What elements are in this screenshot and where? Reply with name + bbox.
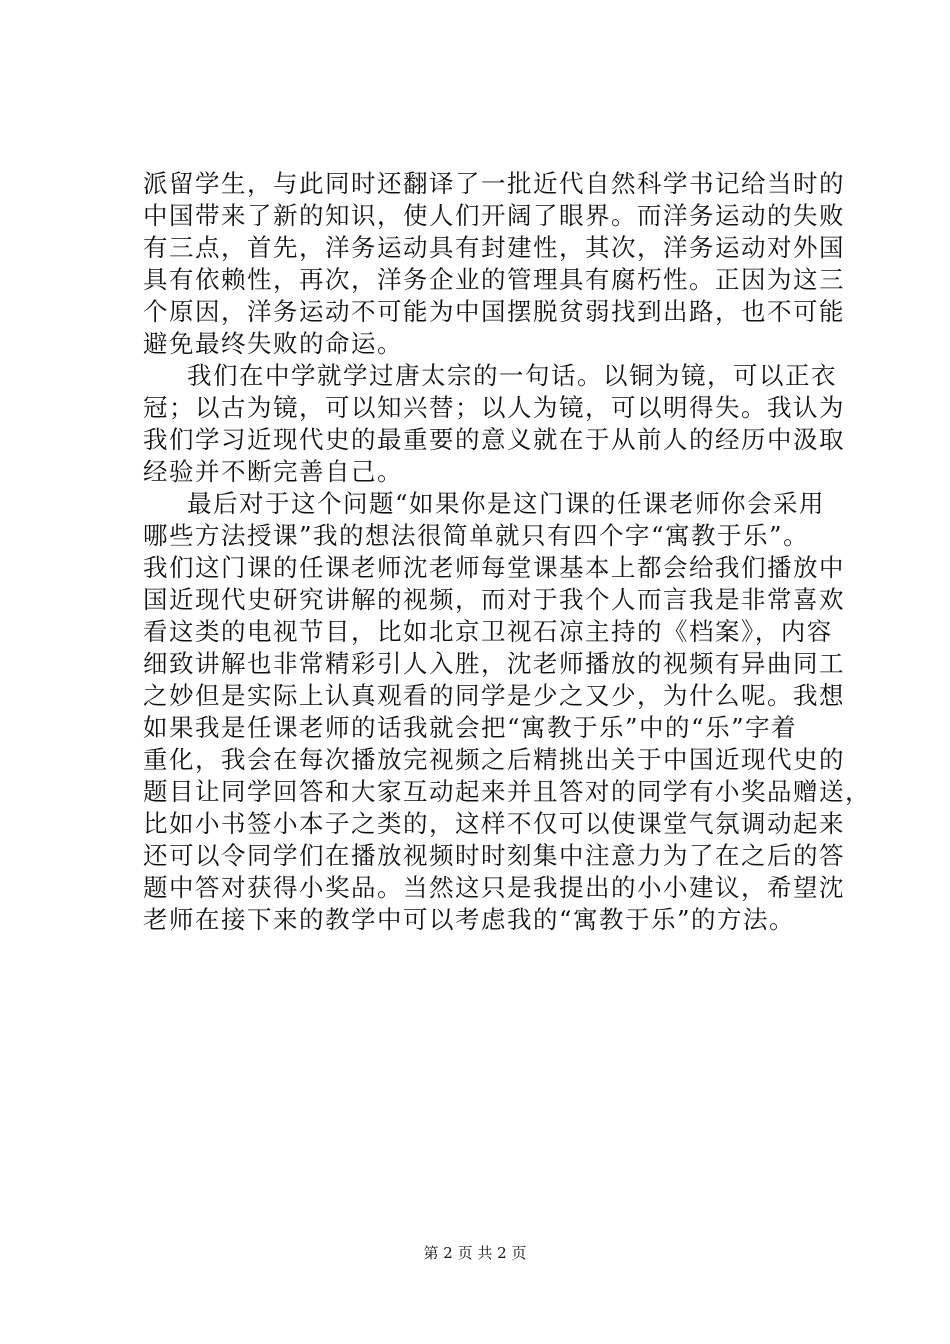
body-text <box>143 168 871 936</box>
text-line: 有三点，首先，洋务运动具有封建性，其次，洋务运动对外国 <box>143 233 845 262</box>
text-line: 具有依赖性，再次，洋务企业的管理具有腐朽性。正因为这三 <box>143 265 845 294</box>
text-line: 之妙但是实际上认真观看的同学是少之又少，为什么呢。我想 <box>143 681 845 710</box>
text-line: 个原因，洋务运动不可能为中国摆脱贫弱找到出路，也不可能 <box>143 297 845 326</box>
text-line: 哪些方法授课”我的想法很简单就只有四个字“寓教于乐”。 <box>143 521 810 550</box>
text-line: 老师在接下来的教学中可以考虑我的“寓教于乐”的方法。 <box>143 905 796 934</box>
text-line: 题目让同学回答和大家互动起来并且答对的同学有小奖品赠送， <box>143 777 871 806</box>
text-line: 细致讲解也非常精彩引人入胜，沈老师播放的视频有异曲同工 <box>143 649 845 678</box>
text-line: 国近现代史研究讲解的视频，而对于我个人而言我是非常喜欢 <box>143 585 845 614</box>
text-line: 比如小书签小本子之类的，这样不仅可以使课堂气氛调动起来 <box>143 809 845 838</box>
text-line: 冠；以古为镜，可以知兴替；以人为镜，可以明得失。我认为 <box>143 393 845 422</box>
text-line: 重化，我会在每次播放完视频之后精挑出关于中国近现代史的 <box>143 745 845 774</box>
text-line: 经验并不断完善自己。 <box>143 457 403 486</box>
text-line: 我们这门课的任课老师沈老师每堂课基本上都会给我们播放中 <box>143 553 845 582</box>
text-line: 还可以令同学们在播放视频时时刻集中注意力为了在之后的答 <box>143 841 845 870</box>
text-line: 派留学生，与此同时还翻译了一批近代自然科学书记给当时的 <box>143 169 845 198</box>
page-number-footer: 第 2 页 共 2 页 <box>423 1244 527 1262</box>
paragraph-first-line: 最后对于这个问题“如果你是这门课的任课老师你会采用 <box>187 489 826 518</box>
text-line: 我们学习近现代史的最重要的意义就在于从前人的经历中汲取 <box>143 425 845 454</box>
paragraph-first-line: 我们在中学就学过唐太宗的一句话。以铜为镜，可以正衣 <box>187 361 837 390</box>
text-line: 看这类的电视节目，比如北京卫视石凉主持的《档案》，内容 <box>143 617 833 646</box>
text-line: 如果我是任课老师的话我就会把“寓教于乐”中的“乐”字着 <box>143 713 798 742</box>
text-line: 题中答对获得小奖品。当然这只是我提出的小小建议，希望沈 <box>143 873 845 902</box>
text-line: 避免最终失败的命运。 <box>143 329 403 358</box>
text-line: 中国带来了新的知识，使人们开阔了眼界。而洋务运动的失败 <box>143 201 845 230</box>
